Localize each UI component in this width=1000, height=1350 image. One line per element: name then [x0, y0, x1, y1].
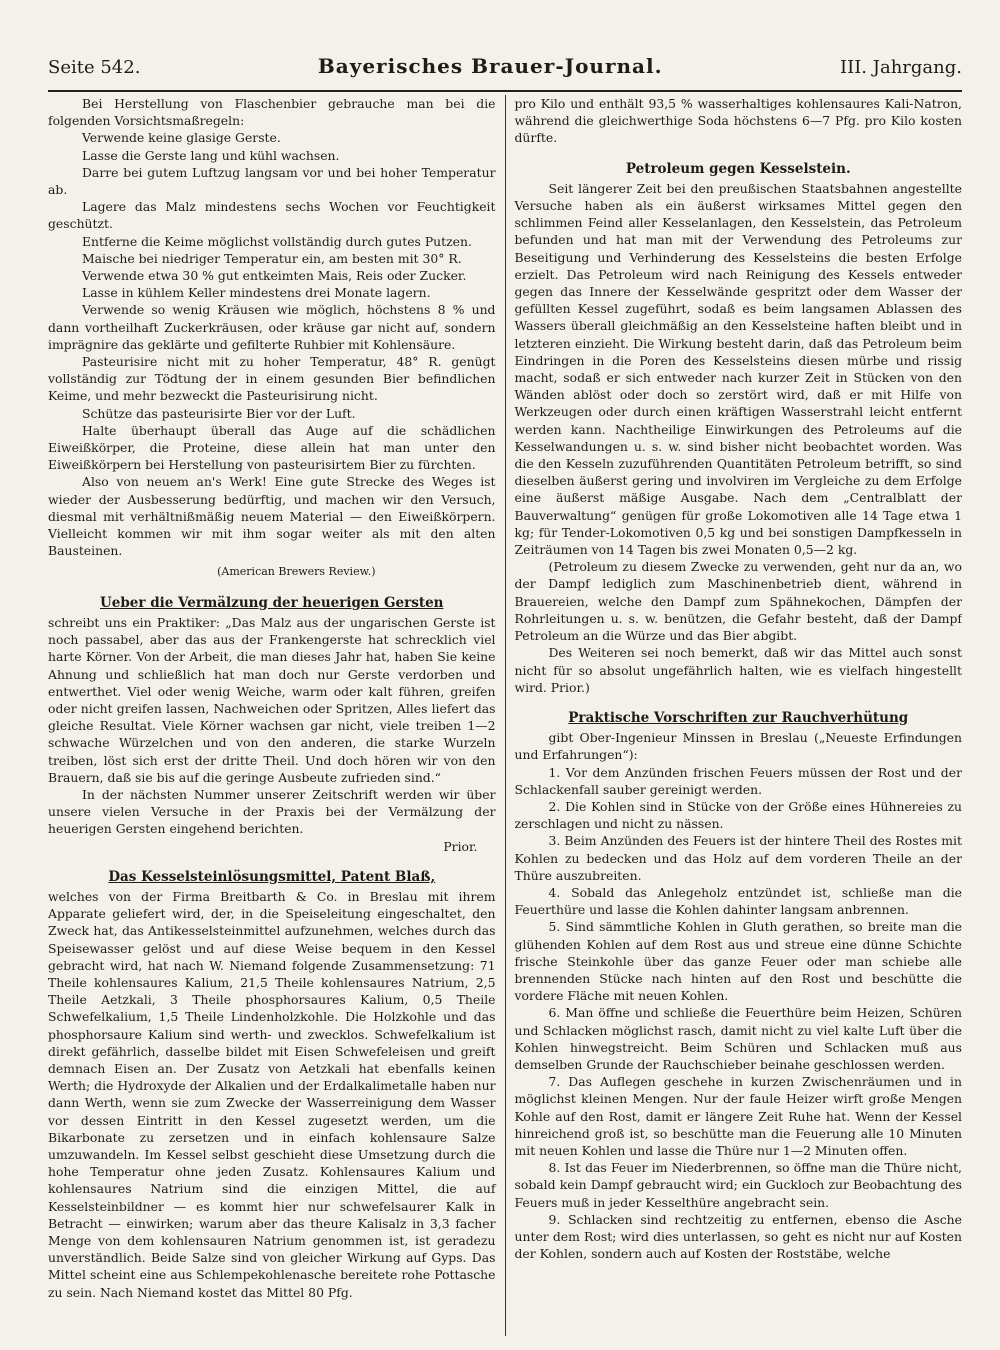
rule-item: Also von neuem an's Werk! Eine gute Strecke des Weges ist wieder der Ausbesserung bedürftig, und machen wir den Versuch, diesmal mit verhältnißmäßig neuem Material — den Eiweißkörpern. Vielleicht kommen wir mit ihm sogar weiter als mit den alten Bausteinen. — [48, 474, 496, 559]
article-paragraph: gibt Ober-Ingenieur Minssen in Breslau („Neueste Erfindungen und Erfahrungen“): — [514, 730, 962, 763]
rule-item: Lagere das Malz mindestens sechs Wochen vor Feuchtigkeit geschützt. — [48, 199, 496, 232]
list-item: 9. Schlacken sind rechtzeitig zu entfernen, ebenso die Asche unter dem Rost; wird dies unterlassen, so geht es nicht nur auf Kosten der Kohlen, sondern auch auf Kosten der Roststäbe, welche — [514, 1211, 962, 1262]
article-paragraph: In der nächsten Nummer unserer Zeitschrift werden wir über unsere vielen Versuche in der Praxis bei der Vermälzung der heuerigen Gersten eingehend berichten. — [48, 786, 496, 837]
volume-label: III. Jahrgang. — [839, 57, 962, 78]
journal-title: Bayerisches Brauer-Journal. — [317, 54, 663, 78]
rule-item: Verwende so wenig Kräusen wie möglich, höchstens 8 % und dann vortheilhaft Zuckerkräusen, oder kräuse gar nicht auf, sondern imprägnire das geklärte und gefilterte Ruhbier mit Kohlensäure. — [48, 302, 496, 352]
rule-item: Verwende etwa 30 % gut entkeimten Mais, Reis oder Zucker. — [82, 268, 467, 284]
list-item: 6. Man öffne und schließe die Feuerthüre beim Heizen, Schüren und Schlacken möglichst rasch, damit nicht zu viel kalte Luft über die Kohlen hinwegstreicht. Beim Schüren und Schlacken muß aus demselben Grunde der Rauchschieber beinahe geschlossen werden. — [514, 1005, 962, 1072]
page-header — [48, 54, 962, 84]
columns — [48, 95, 962, 1336]
list-item: 1. Vor dem Anzünden frischen Feuers müssen der Rost und der Schlackenfall sauber gereinigt werden. — [514, 764, 962, 797]
section-heading: Praktische Vorschriften zur Rauchverhütung — [568, 709, 909, 726]
source-citation: (American Brewers Review.) — [217, 565, 376, 579]
header-rule — [48, 90, 962, 92]
rule-item: Halte überhaupt überall das Auge auf die schädlichen Eiweißkörper, die Proteine, diese allein hat man unter den Eiweißkörpern bei Herstellung von pasteurisirtem Bier zu fürchten. — [48, 422, 496, 473]
article-paragraph: schreibt uns ein Praktiker: „Das Malz aus der ungarischen Gerste ist noch passabel, aber das aus der Frankengerste hat schrecklich viel harte Körner. Von der Arbeit, die man dieses Jahr hat, haben Sie keine Ahnung und schließlich hat man doch nur Gerste verdorben und entwerthet. Viel oder wenig Weiche, warm oder kalt führen, greifen oder nicht greifen lassen, Nachweichen oder Spritzen, Alles liefert das gleiche Resultat. Viele Körner wachsen gar nicht, viele treiben 1—2 schwache Würzelchen und von den anderen, die starke Wurzeln treiben, löst sich erst der dritte Theil. Und doch hören wir von den Brauern, daß sie bis auf die geringe Ausbeute zufrieden sind.“ — [48, 614, 496, 785]
article-paragraph: Seit längerer Zeit bei den preußischen Staatsbahnen angestellte Versuche haben als ein äußerst wirksames Mittel gegen den schlimmen Feind aller Kesselanlagen, den Kesselstein, das Petroleum befunden und hat man mit der Verwendung des Petroleums zur Beseitigung und Verhinderung des Kesselsteins die besten Erfolge erzielt. Das Petroleum wird nach Reinigung des Kessels entweder gegen das Innere der Kesselwände gespritzt oder dem Wasser der gefüllten Kessel zugeführt, sodaß es beim langsamen Ablassen des Wassers überall gleichmäßig an den Kesselsteine haften bleibt und in letzteren einzieht. Die Wirkung besteht darin, daß das Petroleum beim Eindringen in die Poren des Kesselsteins diesen mürbe und rissig macht, sodaß er sich entweder nach kurzer Zeit in Stücken von den Wänden ablöst oder doch so zerstört wird, daß er mit Hilfe von Werkzeugen oder durch einen kräftigen Wasserstrahl leicht entfernt werden kann. Nachtheilige Einwirkungen des Petroleums auf die Kesselwandungen u. s. w. sind bisher nicht beobachtet worden. Was die den Kesseln zuzuführenden Quantitäten Petroleum betrifft, so sind dieselben äußerst gering und involviren im Vergleiche zu dem Erfolge eine äußerst mäßige Ausgabe. Nach dem „Centralblatt der Bauverwaltung“ genügen für große Lokomotiven alle 14 Tage etwa 1 kg; für Tender-Lokomotiven 0,5 kg und bei sonstigen Dampfkesseln in Zeiträumen von 14 Tagen bis zwei Monaten 0,5—2 kg. — [514, 180, 962, 558]
list-item: 4. Sobald das Anlegeholz entzündet ist, schließe man die Feuerthüre und lasse die Kohlen dahinter langsam anbrennen. — [514, 884, 962, 918]
section-heading: Petroleum gegen Kesselstein. — [625, 160, 851, 177]
rule-item: Schütze das pasteurisirte Bier vor der Luft. — [82, 405, 356, 421]
section-heading: Das Kesselsteinlösungsmittel, Patent Blaß, — [108, 868, 436, 885]
rule-item: Lasse die Gerste lang und kühl wachsen. — [82, 147, 340, 163]
article-paragraph: (Petroleum zu diesem Zwecke zu verwenden, geht nur da an, wo der Dampf lediglich zum Maschinenbetrieb dient, während in Brauereien, welche den Dampf zum Spähnekochen, Dämpfen der Rohrleitungen u. s. w. benützen, die Gefahr besteht, daß der Dampf Petroleum an die Würze und das Bier abgibt. — [514, 559, 962, 644]
list-item: 8. Ist das Feuer im Niederbrennen, so öffne man die Thüre nicht, sobald kein Dampf gebraucht wird; ein Guckloch zur Beobachtung des Feuers muß in jeder Kesselthüre angebracht sein. — [514, 1160, 962, 1210]
intro-paragraph: Bei Herstellung von Flaschenbier gebrauche man bei die folgenden Vorsichtsmaßregeln: — [48, 96, 496, 129]
rule-item: Pasteurisire nicht mit zu hoher Temperatur, 48° R. genügt vollständig zur Tödtung der in einem gesunden Bier befindlichen Keime, und mehr bezweckt die Pasteurisirung nicht. — [48, 354, 496, 404]
rule-item: Lasse in kühlem Keller mindestens drei Monate lagern. — [82, 285, 431, 301]
rule-item: Darre bei gutem Luftzug langsam vor und bei hoher Temperatur ab. — [48, 164, 496, 198]
rule-item: Verwende keine glasige Gerste. — [82, 130, 281, 146]
rule-item: Maische bei niedriger Temperatur ein, am besten mit 30° R. — [82, 250, 462, 266]
article-paragraph: welches von der Firma Breitbarth & Co. in Breslau mit ihrem Apparate geliefert wird, der, in die Speiseleitung eingeschaltet, den Zweck hat, das Antikesselsteinmittel aufzunehmen, welches durch das Speisewasser gelöst und auf diese Weise bequem in den Kessel gebracht wird, hat nach W. Niemand folgende Zusammensetzung: 71 Theile kohlensaures Kalium, 21,5 Theile kohlensaures Natrium, 2,5 Theile Aetzkali, 3 Theile phosphorsaures Kalium, 0,5 Theile Schwefelkalium, 1,5 Theile Lindenholzkohle. Die Holzkohle und das phosphorsaure Kalium sind werth- und zwecklos. Schwefelkalium ist direkt gefährlich, dasselbe bildet mit Eisen Schwefeleisen und greift demnach Eisen an. Der Zusatz von Aetzkali hat ebenfalls keinen Werth; die Hydroxyde der Alkalien und der Erdalkalimetalle haben nur dann Werth, wenn sie zum Zwecke der Wasserreinigung dem Wasser vor dessen Eintritt in den Kessel zugesetzt werden, um die Bikarbonate zu zersetzen und in einfach kohlensaure Salze umzuwandeln. Im Kessel selbst geschieht diese Umsetzung durch die hohe Temperatur ohne jeden Zusatz. Kohlensaures Kalium und kohlensaures Natrium sind die einzigen Mittel, die auf Kesselsteinbildner — es kommt hier nur schwefelsaurer Kalk in Betracht — einwirken; warum aber das theure Kalisalz in 3,3 facher Menge von dem kohlensauren Natrium genommen ist, ist geradezu unverständlich. Beide Salze sind von gleicher Wirkung auf Gyps. Das Mittel scheint eine aus Schlempekohlenasche bereitete rohe Pottasche zu sein. Nach Niemand kostet das Mittel 80 Pfg. — [48, 888, 496, 1300]
left-column — [48, 95, 505, 1336]
article-paragraph: Des Weiteren sei noch bemerkt, daß wir das Mittel auch sonst nicht für so absolut ungefährlich halten, wie es vielfach hingestellt wird. Prior.) — [514, 645, 962, 695]
author-signature: Prior. — [443, 838, 478, 854]
page-number: Seite 542. — [48, 57, 141, 78]
list-item: 5. Sind sämmtliche Kohlen in Gluth gerathen, so breite man die glühenden Kohlen auf dem Rost aus und streue eine dünne Schichte frische Steinkohle über das ganze Feuer oder man schiebe alle brennenden Stücke nach hinten auf den Rost und beschütte die vordere Fläche mit neuen Kohlen. — [514, 919, 962, 1004]
rule-item: Entferne die Keime möglichst vollständig durch gutes Putzen. — [82, 233, 472, 249]
list-item: 3. Beim Anzünden des Feuers ist der hintere Theil des Rostes mit Kohlen zu bedecken und das Holz auf dem vorderen Theile an der Thüre auszubreiten. — [514, 833, 962, 883]
list-item: 2. Die Kohlen sind in Stücke von der Größe eines Hühnereies zu zerschlagen und nicht zu nässen. — [514, 798, 962, 832]
section-heading: Ueber die Vermälzung der heuerigen Gersten — [100, 594, 444, 611]
article-paragraph: pro Kilo und enthält 93,5 % wasserhaltiges kohlensaures Kali-Natron, während die gleichwerthige Soda höchstens 6—7 Pfg. pro Kilo kosten dürfte. — [514, 96, 962, 146]
list-item: 7. Das Auflegen geschehe in kurzen Zwischenräumen und in möglichst kleinen Mengen. Nur der faule Heizer wirft große Mengen Kohle auf den Rost, damit er längere Zeit Ruhe hat. Wenn der Kessel hinreichend groß ist, so beschütte man die Feuerung alle 10 Minuten mit neuen Kohlen und lasse die Thüre nur 1—2 Minuten offen. — [514, 1074, 962, 1158]
right-column — [505, 95, 963, 1336]
